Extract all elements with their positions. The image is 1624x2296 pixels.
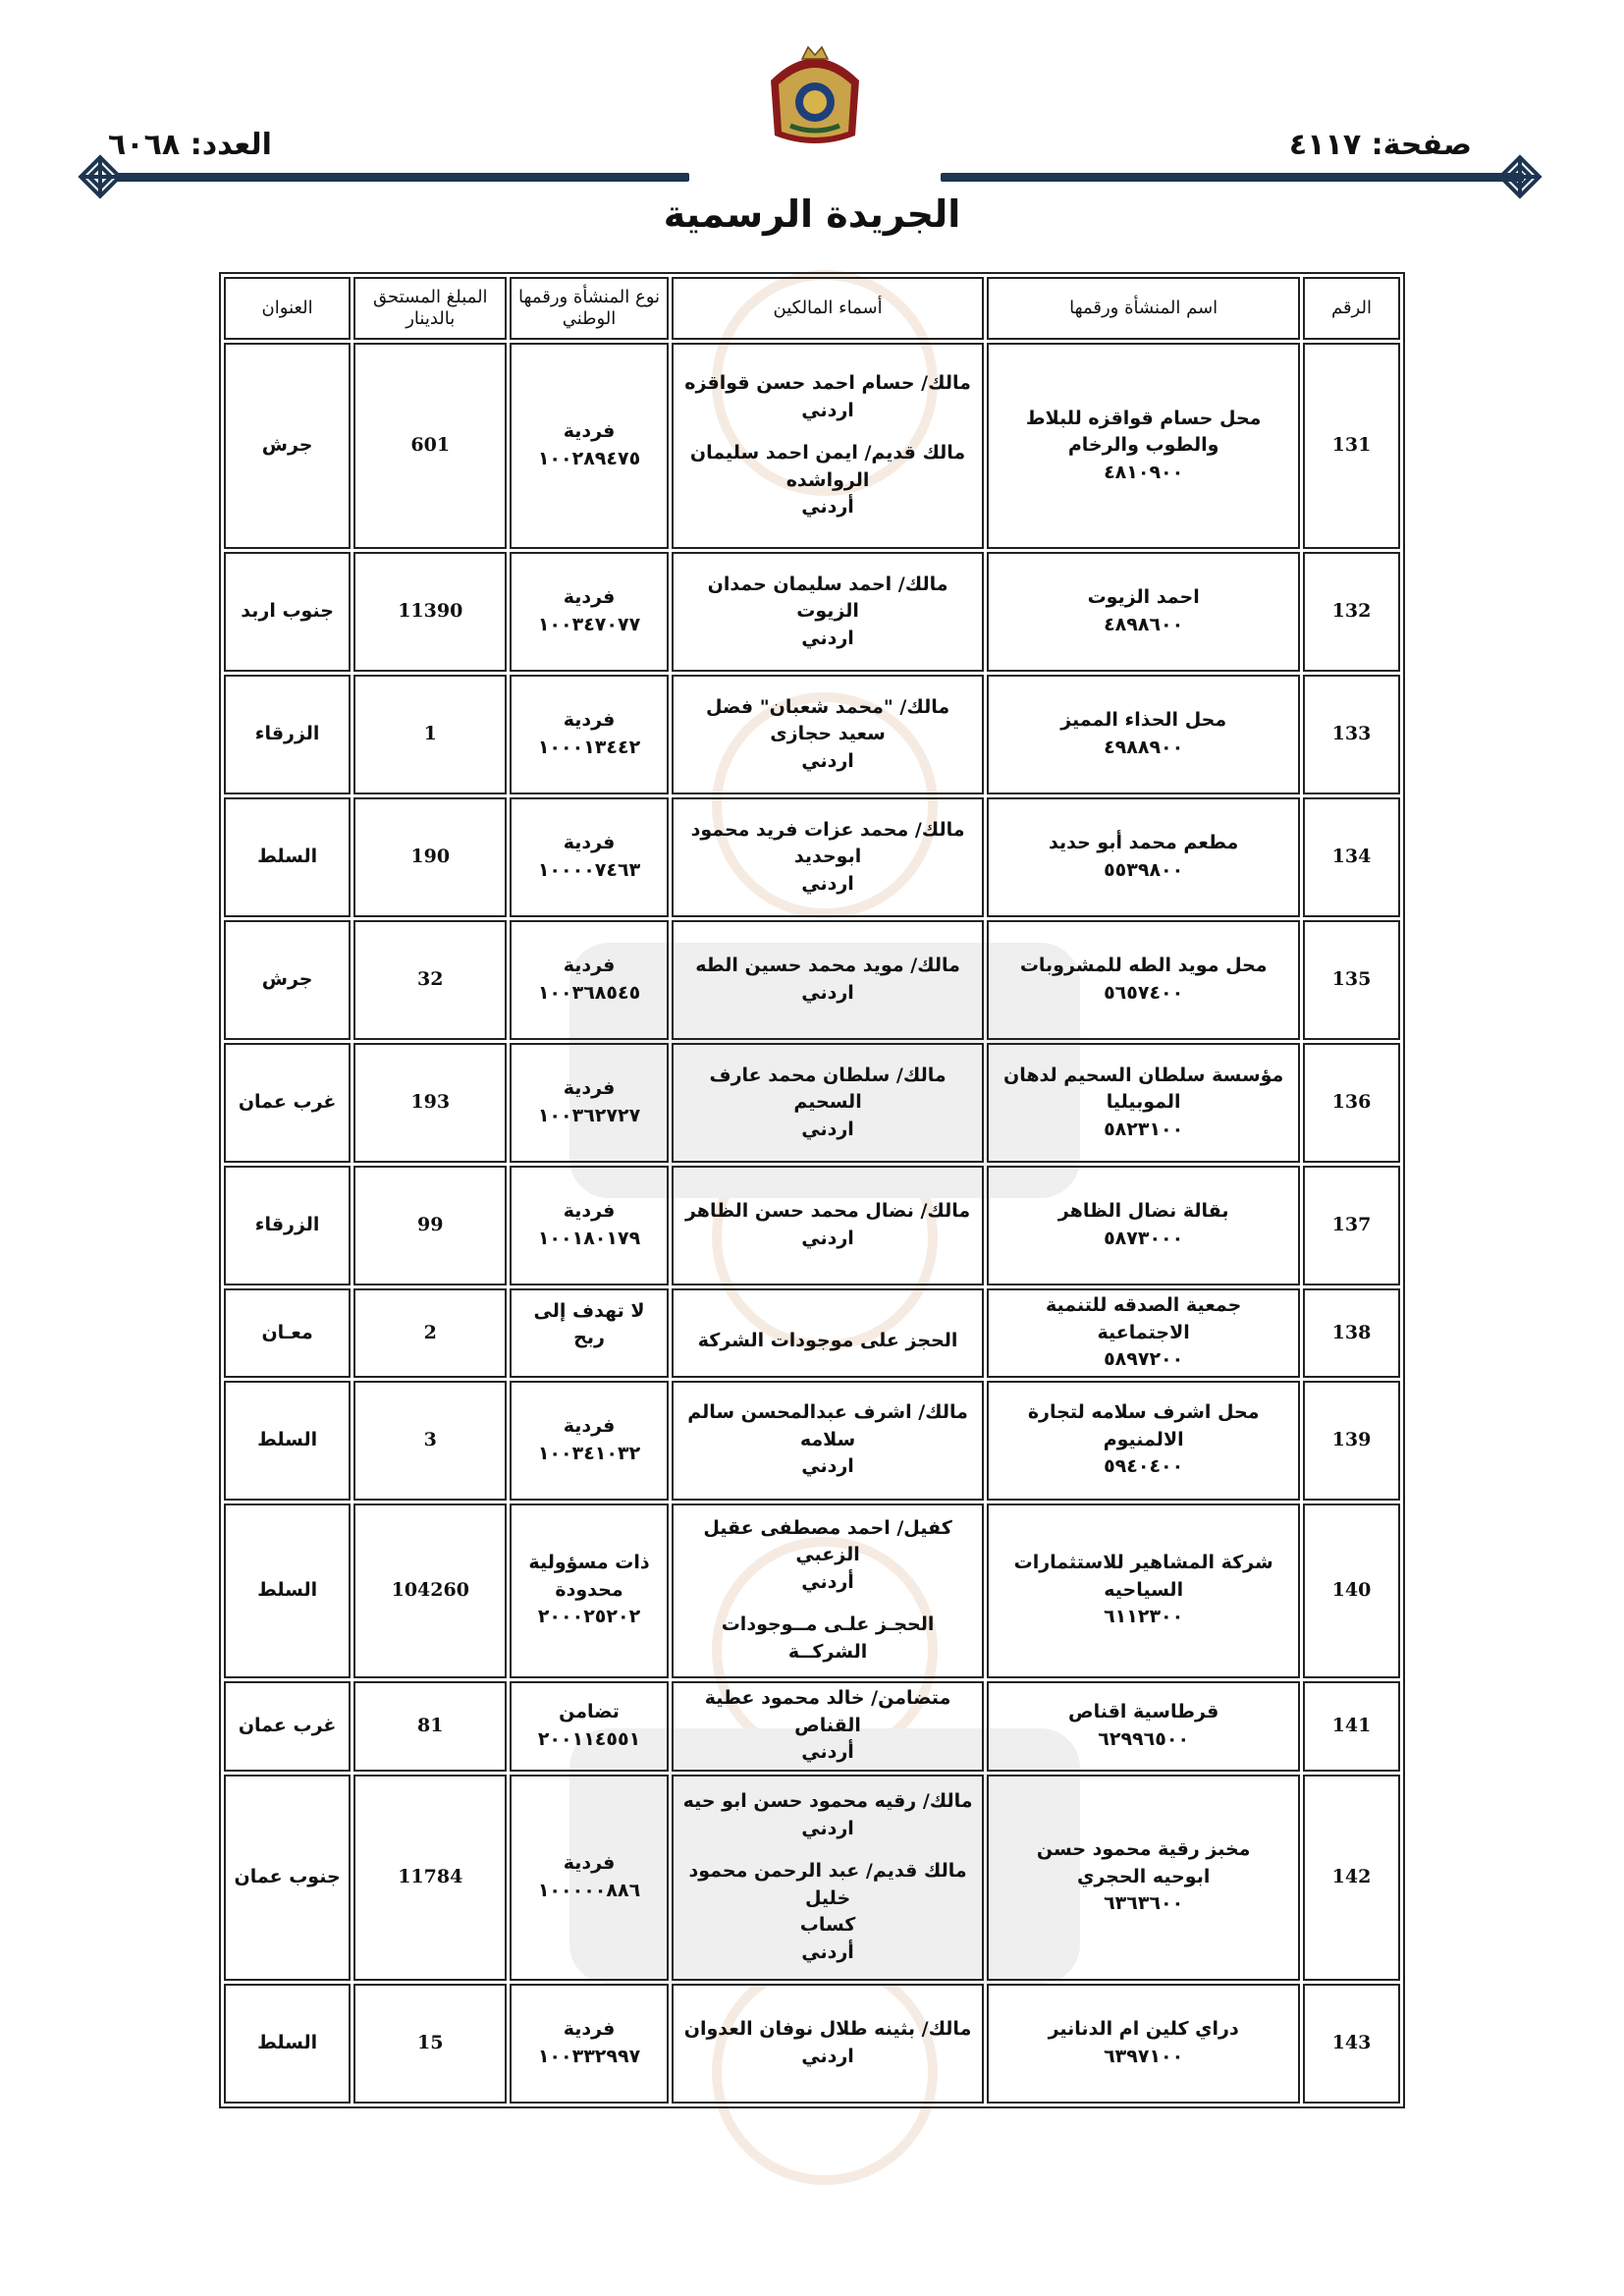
cell-text: 136 — [1331, 1091, 1372, 1114]
cell-text: السلط — [257, 1428, 318, 1450]
cell-text: ١٠٠٣٤١٠٣٢ — [537, 1442, 641, 1464]
cell-text: ١٠٠٢٨٩٤٧٥ — [537, 448, 641, 469]
establishment-type — [510, 1381, 668, 1501]
cell-text: دراي كلين ام الدنانير — [1048, 2018, 1239, 2041]
address — [224, 675, 351, 794]
cell-text: محدودة — [555, 1578, 623, 1601]
address — [224, 1288, 351, 1378]
cell-text: والطوب والرخام — [1067, 434, 1219, 457]
establishment-name — [987, 920, 1300, 1040]
cell-text: الاجتماعية — [1097, 1321, 1190, 1343]
cell-text: جرش — [261, 968, 313, 991]
gazette-title: الجريدة الرسمية — [663, 192, 961, 236]
cell-text: مؤسسة سلطان السحيم لدهان — [1003, 1064, 1284, 1086]
cell-text: الزرقاء — [254, 1214, 320, 1236]
cell-text: اردني — [801, 1817, 854, 1839]
column-header: أسماء المالكين — [672, 277, 985, 340]
cell-text: جنوب عمان — [234, 1865, 341, 1887]
amount-due — [353, 1984, 507, 2104]
cell-text: مالك/ "محمد شعبان" فضل سعيد حجازى — [705, 695, 950, 745]
row-number — [1303, 1166, 1400, 1285]
cell-text: 132 — [1331, 600, 1372, 623]
row-number — [1303, 1681, 1400, 1772]
row-number — [1303, 1288, 1400, 1378]
issue-number: العدد: ٦٠٦٨ — [108, 128, 272, 162]
table-row — [224, 552, 1400, 672]
establishment-name — [987, 552, 1300, 672]
cell-text: ١٠٠٠٠٧٤٦٣ — [537, 859, 641, 881]
cell-text: ذات مسؤولية — [528, 1552, 650, 1574]
cell-text: ١٠٠٣٣٢٩٩٧ — [537, 2045, 641, 2067]
address — [224, 1681, 351, 1772]
amount-due — [353, 1381, 507, 1501]
cell-text: الحجز على موجودات الشركة — [697, 1329, 958, 1351]
cell-text: 143 — [1331, 2031, 1372, 2053]
cell-text: فردية — [563, 832, 616, 854]
cell-text: 104260 — [391, 1578, 469, 1601]
page-number: صفحة: ٤١١٧ — [1288, 128, 1472, 162]
cell-text: فردية — [563, 1077, 616, 1100]
cell-text: السلط — [257, 846, 318, 868]
table-row — [224, 1043, 1400, 1163]
amount-due — [353, 675, 507, 794]
establishment-name — [987, 1681, 1300, 1772]
owners — [672, 920, 985, 1040]
cell-text: ٥٨٢٣١٠٠ — [1104, 1118, 1184, 1140]
register-table — [219, 272, 1405, 2108]
establishment-type — [510, 920, 668, 1040]
cell-text: فردية — [563, 1852, 616, 1875]
cell-text: أردني — [801, 1741, 854, 1764]
owners — [672, 1288, 985, 1378]
cell-text: ٥٦٥٧٤٠٠ — [1104, 982, 1184, 1004]
cell-text: قرطاسية اقناص — [1068, 1701, 1219, 1723]
table-row — [224, 1381, 1400, 1501]
cell-text: جرش — [261, 434, 313, 457]
cell-text: اردني — [801, 982, 854, 1004]
cell-text: محل حسام قواقزه للبلاط — [1025, 407, 1262, 429]
cell-text: 131 — [1331, 434, 1372, 457]
amount-due — [353, 343, 507, 549]
row-number — [1303, 1984, 1400, 2104]
establishment-type — [510, 1043, 668, 1163]
establishment-name — [987, 1166, 1300, 1285]
establishment-type — [510, 343, 668, 549]
cell-text: 135 — [1331, 968, 1372, 991]
cell-text: مطعم محمد أبو حديد — [1049, 832, 1239, 854]
row-number — [1303, 1381, 1400, 1501]
cell-text: كساب — [799, 1914, 856, 1937]
owners — [672, 1166, 985, 1285]
address — [224, 1166, 351, 1285]
cell-text: ١٠٠١٨٠١٧٩ — [537, 1228, 641, 1249]
amount-due — [353, 1681, 507, 1772]
row-number — [1303, 1503, 1400, 1678]
address — [224, 1381, 351, 1501]
cell-text: 3 — [423, 1428, 437, 1450]
cell-text: 137 — [1331, 1214, 1372, 1236]
cell-text: 81 — [417, 1714, 444, 1736]
amount-due — [353, 1503, 507, 1678]
table-row — [224, 1166, 1400, 1285]
cell-text: أردني — [801, 496, 854, 519]
cell-text: جنوب اربد — [241, 600, 334, 623]
cell-text: ٤٨١٠٩٠٠ — [1104, 461, 1184, 483]
cell-text: ٥٥٣٩٨٠٠ — [1104, 859, 1184, 881]
cell-text: ٥٩٤٠٤٠٠ — [1104, 1455, 1184, 1478]
cell-text: غرب عمان — [238, 1091, 337, 1114]
establishment-name — [987, 675, 1300, 794]
amount-due — [353, 552, 507, 672]
jordan-coat-of-arms-icon — [761, 41, 869, 151]
row-number — [1303, 797, 1400, 917]
owners — [672, 343, 985, 549]
cell-text: فردية — [563, 2018, 616, 2041]
cell-text: كفيل/ احمد مصطفى عقيل الزعبي — [703, 1516, 952, 1566]
cell-text: فردية — [563, 709, 616, 732]
column-header: الرقم — [1303, 277, 1400, 340]
cell-text: مالك/ حسام احمد حسن قواقزه — [684, 372, 971, 395]
cell-text: ٤٩٨٨٩٠٠ — [1104, 737, 1184, 758]
cell-text: احمد الزيوت — [1087, 586, 1200, 609]
address — [224, 1984, 351, 2104]
cell-text: لا تهدف إلى ربح — [533, 1299, 645, 1349]
cell-text: الزرقاء — [254, 723, 320, 745]
owners — [672, 1681, 985, 1772]
cell-text: ٢٠٠٠٢٥٢٠٢ — [537, 1606, 641, 1628]
cell-text: مالك/ بثينه طلال نوفان العدوان — [683, 2018, 972, 2041]
cell-text: السلط — [257, 1578, 318, 1601]
owners — [672, 552, 985, 672]
cell-text: ١٠٠٠١٣٤٤٢ — [537, 737, 641, 758]
cell-text: 11784 — [398, 1865, 463, 1887]
cell-text: محل اشرف سلامه لتجارة — [1027, 1401, 1260, 1424]
cell-text: ٢٠٠١١٤٥٥١ — [537, 1727, 641, 1750]
cell-text: أردني — [801, 1570, 854, 1593]
cell-text: 138 — [1331, 1321, 1372, 1343]
column-header: المبلغ المستحق بالدينار — [353, 277, 507, 340]
establishment-name — [987, 1775, 1300, 1981]
cell-text: 193 — [410, 1091, 451, 1114]
establishment-name — [987, 343, 1300, 549]
cell-text: 140 — [1331, 1578, 1372, 1601]
column-header: نوع المنشأة ورقمها الوطني — [510, 277, 668, 340]
cell-text: اردني — [801, 1228, 854, 1249]
row-number — [1303, 1775, 1400, 1981]
table-row — [224, 1984, 1400, 2104]
header-rule-right — [941, 173, 1524, 182]
cell-text: 99 — [417, 1214, 444, 1236]
cell-text: 1 — [423, 723, 437, 745]
establishment-type — [510, 552, 668, 672]
amount-due — [353, 1043, 507, 1163]
table-row — [224, 343, 1400, 549]
cell-text: 15 — [417, 2031, 444, 2053]
establishment-type — [510, 1681, 668, 1772]
cell-text: مالك قديم/ ايمن احمد سليمان الرواشده — [689, 442, 966, 491]
table-row — [224, 1503, 1400, 1678]
cell-text: 139 — [1331, 1428, 1372, 1450]
cell-text: 32 — [417, 968, 444, 991]
owners — [672, 797, 985, 917]
cell-text: فردية — [563, 955, 616, 977]
cell-text: ٥٨٧٣٠٠٠ — [1104, 1228, 1184, 1249]
cell-text: ١٠٠٣٦٨٥٤٥ — [537, 982, 641, 1004]
cell-text: 134 — [1331, 846, 1372, 868]
amount-due — [353, 920, 507, 1040]
cell-text: اردني — [801, 627, 854, 649]
cell-text: اردني — [801, 1455, 854, 1478]
address — [224, 920, 351, 1040]
address — [224, 1775, 351, 1981]
owners — [672, 1043, 985, 1163]
cell-text: مالك/ اشرف عبدالمحسن سالم سلامه — [687, 1401, 968, 1450]
table-row — [224, 1775, 1400, 1981]
cell-text: مالك قديم/ عبد الرحمن محمود خليل — [688, 1860, 967, 1909]
cell-text: اردني — [801, 872, 854, 895]
cell-text: مالك/ احمد سليمان حمدان الزيوت — [707, 573, 948, 623]
cell-text: بقالة نضال الظاهر — [1057, 1200, 1229, 1223]
cell-text: مالك/ مويد محمد حسين الطه — [695, 955, 960, 977]
address — [224, 1503, 351, 1678]
cell-text: ١٠٠٣٤٧٠٧٧ — [537, 614, 641, 635]
address — [224, 797, 351, 917]
cell-text: اردني — [801, 399, 854, 421]
cell-text: الالمنيوم — [1103, 1428, 1184, 1450]
cell-text: فردية — [563, 1200, 616, 1223]
row-number — [1303, 920, 1400, 1040]
establishment-type — [510, 1503, 668, 1678]
establishment-name — [987, 1043, 1300, 1163]
cell-text: غرب عمان — [238, 1714, 337, 1736]
establishment-type — [510, 1166, 668, 1285]
cell-text: 190 — [410, 846, 451, 868]
establishment-name — [987, 1288, 1300, 1378]
cell-text: مالك/ محمد عزات فريد محمود ابوحديد — [690, 818, 965, 868]
cell-text: ٦٢٩٩٦٥٠٠ — [1098, 1727, 1190, 1750]
row-number — [1303, 552, 1400, 672]
amount-due — [353, 1775, 507, 1981]
cell-text: 601 — [410, 434, 451, 457]
cell-text: جمعية الصدقه للتنمية — [1045, 1294, 1242, 1316]
cell-text: اردني — [801, 1118, 854, 1140]
owners — [672, 675, 985, 794]
table-row — [224, 1288, 1400, 1378]
establishment-type — [510, 1984, 668, 2104]
establishment-type — [510, 1288, 668, 1378]
row-number — [1303, 1043, 1400, 1163]
table-row — [224, 920, 1400, 1040]
establishment-name — [987, 1381, 1300, 1501]
owners — [672, 1503, 985, 1678]
cell-text: مالك/ سلطان محمد عارف السحيم — [709, 1064, 947, 1114]
amount-due — [353, 1166, 507, 1285]
cell-text: ٦٣٩٧١٠٠ — [1104, 2045, 1184, 2067]
address — [224, 552, 351, 672]
owners — [672, 1381, 985, 1501]
cell-text: 11390 — [398, 600, 463, 623]
cell-text: الموبيليا — [1106, 1091, 1181, 1114]
cell-text: ٥٨٩٧٢٠٠ — [1104, 1348, 1184, 1371]
cell-text: أردني — [801, 1941, 854, 1963]
amount-due — [353, 797, 507, 917]
establishment-name — [987, 797, 1300, 917]
header-rule-left — [116, 173, 689, 182]
cell-text: اردني — [801, 749, 854, 772]
cell-text: 142 — [1331, 1865, 1372, 1887]
cell-text: ٦١١٢٣٠٠ — [1104, 1606, 1184, 1628]
cell-text: فردية — [563, 586, 616, 609]
cell-text: الحجـز علـى مــوجودات الشركــة — [721, 1613, 935, 1663]
cell-text: السياحيه — [1104, 1578, 1184, 1601]
cell-text: محل مويد الطه للمشروبات — [1019, 955, 1268, 977]
cell-text: مالك/ نضال محمد حسن الظاهر — [684, 1200, 971, 1223]
cell-text: تضامن — [559, 1701, 620, 1723]
column-header: العنوان — [224, 277, 351, 340]
owners — [672, 1984, 985, 2104]
cell-text: فردية — [563, 1415, 616, 1438]
cell-text: فردية — [563, 420, 616, 443]
establishment-type — [510, 1775, 668, 1981]
cell-text: السلط — [257, 2031, 318, 2053]
establishment-name — [987, 1503, 1300, 1678]
cell-text: ابوحيه الحجري — [1076, 1865, 1211, 1887]
table-row — [224, 675, 1400, 794]
column-header: اسم المنشأة ورقمها — [987, 277, 1300, 340]
establishment-type — [510, 797, 668, 917]
cell-text: مالك/ رقيه محمود حسن ابو حيه — [682, 1790, 973, 1812]
cell-text: ١٠٠٠٠٠٨٨٦ — [537, 1879, 641, 1901]
owners — [672, 1775, 985, 1981]
cell-text: 2 — [423, 1321, 437, 1343]
amount-due — [353, 1288, 507, 1378]
table-row — [224, 1681, 1400, 1772]
cell-text: اردني — [801, 2045, 854, 2067]
cell-text: شركة المشاهير للاستثمارات — [1013, 1552, 1273, 1574]
cell-text: ٤٨٩٨٦٠٠ — [1104, 614, 1184, 635]
table-header-row — [224, 277, 1400, 340]
cell-text: 141 — [1331, 1714, 1372, 1736]
table-row — [224, 797, 1400, 917]
row-number — [1303, 343, 1400, 549]
cell-text: متضامن/ خالد محمود عطية القناص — [704, 1687, 951, 1736]
cell-text: مخبز رقية محمود حسن — [1036, 1838, 1251, 1861]
establishment-type — [510, 675, 668, 794]
cell-text: معـان — [261, 1321, 313, 1343]
row-number — [1303, 675, 1400, 794]
address — [224, 343, 351, 549]
cell-text: 133 — [1331, 723, 1372, 745]
cell-text: ١٠٠٣٦٢٧٢٧ — [537, 1105, 641, 1126]
cell-text: محل الحذاء المميز — [1060, 709, 1227, 732]
cell-text: ٦٣٦٣٦٠٠ — [1104, 1892, 1184, 1915]
address — [224, 1043, 351, 1163]
establishment-name — [987, 1984, 1300, 2104]
